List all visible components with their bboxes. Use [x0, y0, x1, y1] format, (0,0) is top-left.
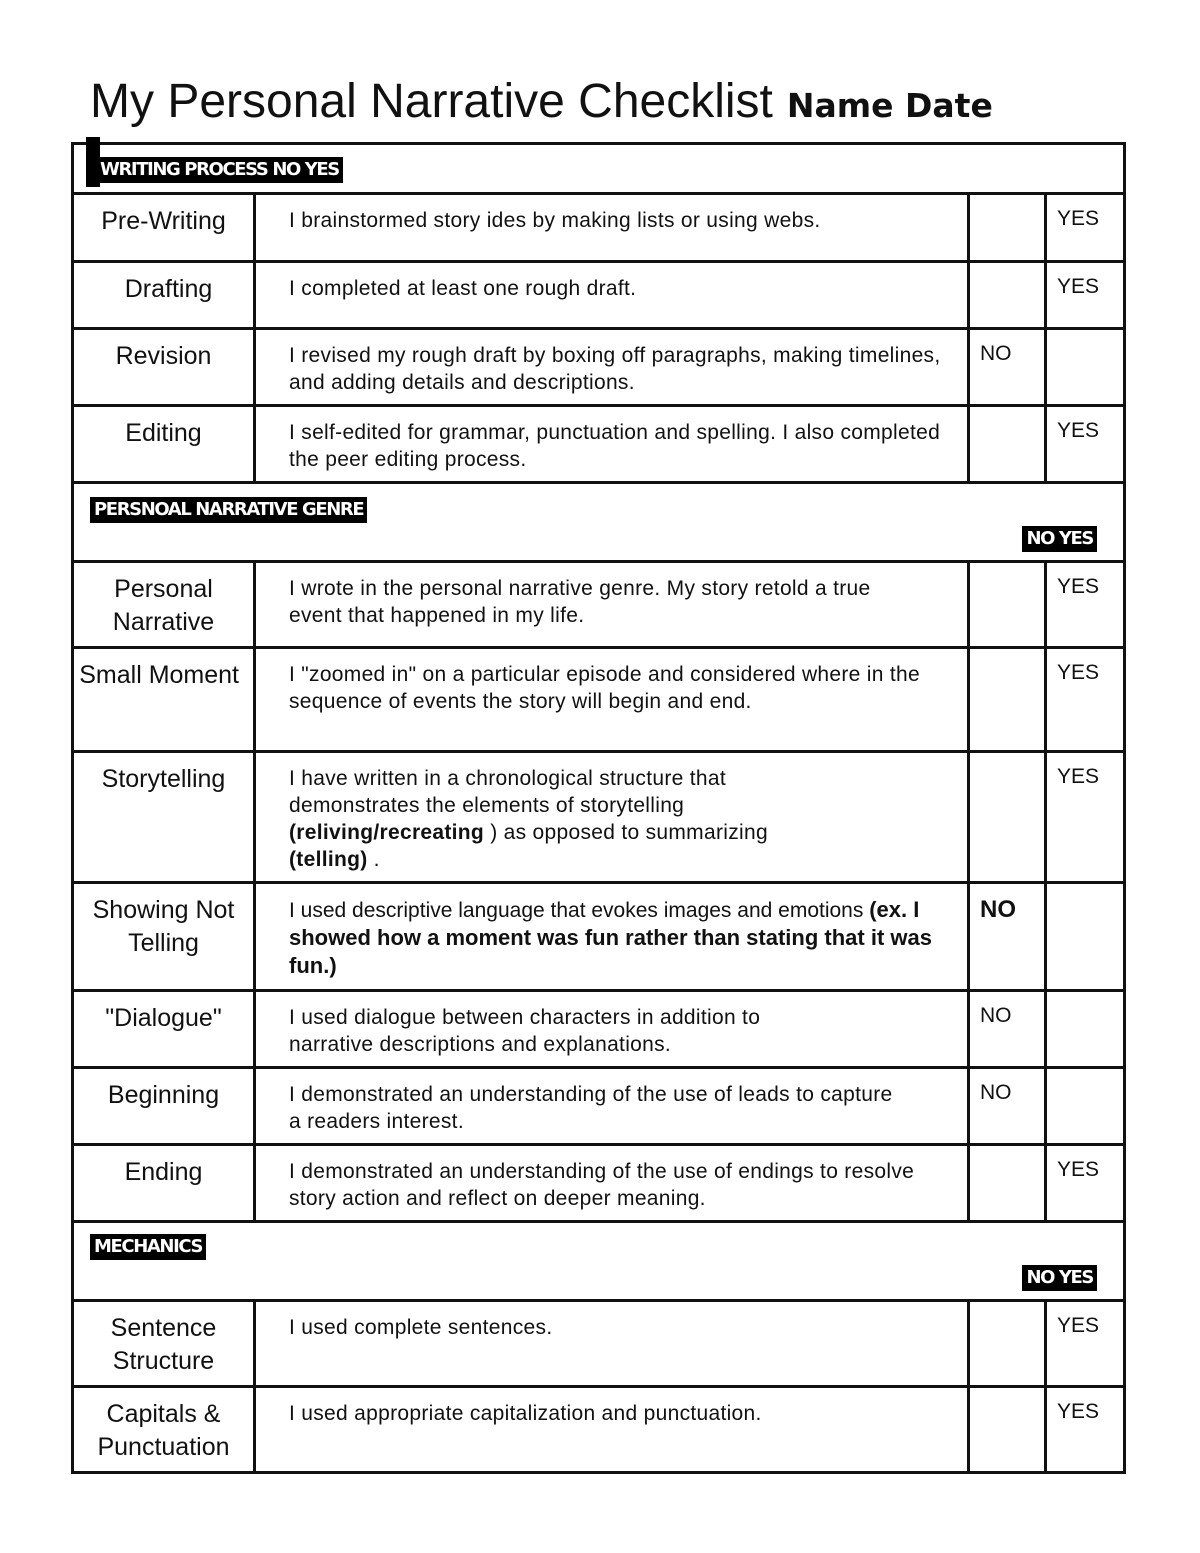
row-description [255, 752, 969, 883]
row-description: I demonstrated an understanding of the use of endings to resolve story action and reflect on deeper meaning. [255, 1145, 969, 1222]
row-label: Revision [73, 329, 255, 406]
desc-text: I used descriptive language that evokes images and emotions [289, 899, 864, 922]
no-yes-column-tag: NO YES [1022, 526, 1097, 552]
section-heading: PERSNOAL NARRATIVE GENRE [90, 497, 367, 523]
yes-cell: YES [1046, 1387, 1125, 1473]
desc-bold-text: (telling) [289, 848, 368, 871]
no-cell [969, 1301, 1046, 1387]
table-row [73, 991, 1125, 1068]
table-row [73, 1301, 1125, 1387]
row-description: I used appropriate capitalization and punctuation. [255, 1387, 969, 1473]
yes-cell: YES [1046, 262, 1125, 329]
row-label: Editing [73, 406, 255, 483]
row-label: Storytelling [73, 752, 255, 883]
no-cell [969, 406, 1046, 483]
checklist-table [71, 142, 1126, 1474]
row-label: Personal Narrative [73, 562, 255, 648]
section-heading: WRITING PROCESS NO YES [96, 157, 343, 183]
yes-cell [1046, 1068, 1125, 1145]
row-description [255, 883, 969, 991]
no-cell [969, 1387, 1046, 1473]
section-heading: MECHANICS [90, 1234, 206, 1260]
no-cell: NO [969, 1068, 1046, 1145]
yes-cell: YES [1046, 562, 1125, 648]
table-row [73, 406, 1125, 483]
row-description: I "zoomed in" on a particular episode and considered where in the sequence of events the story will begin and end. [255, 648, 969, 752]
table-row [73, 262, 1125, 329]
row-label: "Dialogue" [73, 991, 255, 1068]
no-cell [969, 1145, 1046, 1222]
row-description: I revised my rough draft by boxing off paragraphs, making timelines, and adding details and descriptions. [255, 329, 969, 406]
table-row [73, 883, 1125, 991]
yes-cell [1046, 329, 1125, 406]
table-row [73, 194, 1125, 262]
table-row [73, 648, 1125, 752]
yes-cell: YES [1046, 406, 1125, 483]
row-label: Showing Not Telling [73, 883, 255, 991]
desc-text: I have written in a chronological structure that demonstrates the elements of storytelling [289, 767, 726, 817]
row-description: I used dialogue between characters in addition to narrative descriptions and explanations. [255, 991, 969, 1068]
no-cell [969, 648, 1046, 752]
row-description: I wrote in the personal narrative genre. My story retold a true event that happened in my life. [255, 562, 969, 648]
desc-text: ) as opposed to summarizing [484, 821, 768, 844]
yes-cell [1046, 883, 1125, 991]
desc-bold-text: (ex. I showed how a moment was fun rather than stating that it was fun.) [289, 897, 932, 978]
row-label: Drafting [73, 262, 255, 329]
page-title: My Personal Narrative Checklist [90, 75, 773, 128]
section-header-mechanics [73, 1222, 1125, 1301]
row-label: Ending [73, 1145, 255, 1222]
yes-cell: YES [1046, 194, 1125, 262]
no-yes-column-tag: NO YES [1022, 1265, 1097, 1291]
yes-cell: YES [1046, 1301, 1125, 1387]
section-header-genre [73, 483, 1125, 562]
yes-cell [1046, 991, 1125, 1068]
desc-text: . [367, 848, 380, 871]
yes-cell: YES [1046, 648, 1125, 752]
row-label: Sentence Structure [73, 1301, 255, 1387]
no-cell: NO [969, 883, 1046, 991]
table-row [73, 329, 1125, 406]
row-label: Beginning [73, 1068, 255, 1145]
no-cell [969, 262, 1046, 329]
no-cell: NO [969, 329, 1046, 406]
row-label: Pre-Writing [73, 194, 255, 262]
row-description: I demonstrated an understanding of the use of leads to capture a readers interest. [255, 1068, 969, 1145]
table-row [73, 1387, 1125, 1473]
table-row [73, 562, 1125, 648]
page-title-block [90, 74, 993, 129]
no-cell [969, 194, 1046, 262]
no-cell: NO [969, 991, 1046, 1068]
desc-bold-text: (reliving/recreating [289, 821, 485, 844]
row-description: I used complete sentences. [255, 1301, 969, 1387]
yes-cell: YES [1046, 752, 1125, 883]
table-row [73, 752, 1125, 883]
name-date-fields: Name Date [786, 86, 993, 125]
row-label: Small Moment [73, 648, 255, 752]
row-description: I completed at least one rough draft. [255, 262, 969, 329]
row-description: I brainstormed story ides by making lists or using webs. [255, 194, 969, 262]
row-label: Capitals & Punctuation [73, 1387, 255, 1473]
table-row [73, 1145, 1125, 1222]
table-row [73, 1068, 1125, 1145]
no-cell [969, 562, 1046, 648]
no-cell [969, 752, 1046, 883]
section-header-writing-process [73, 144, 1125, 194]
row-description: I self-edited for grammar, punctuation and spelling. I also completed the peer editing process. [255, 406, 969, 483]
yes-cell: YES [1046, 1145, 1125, 1222]
